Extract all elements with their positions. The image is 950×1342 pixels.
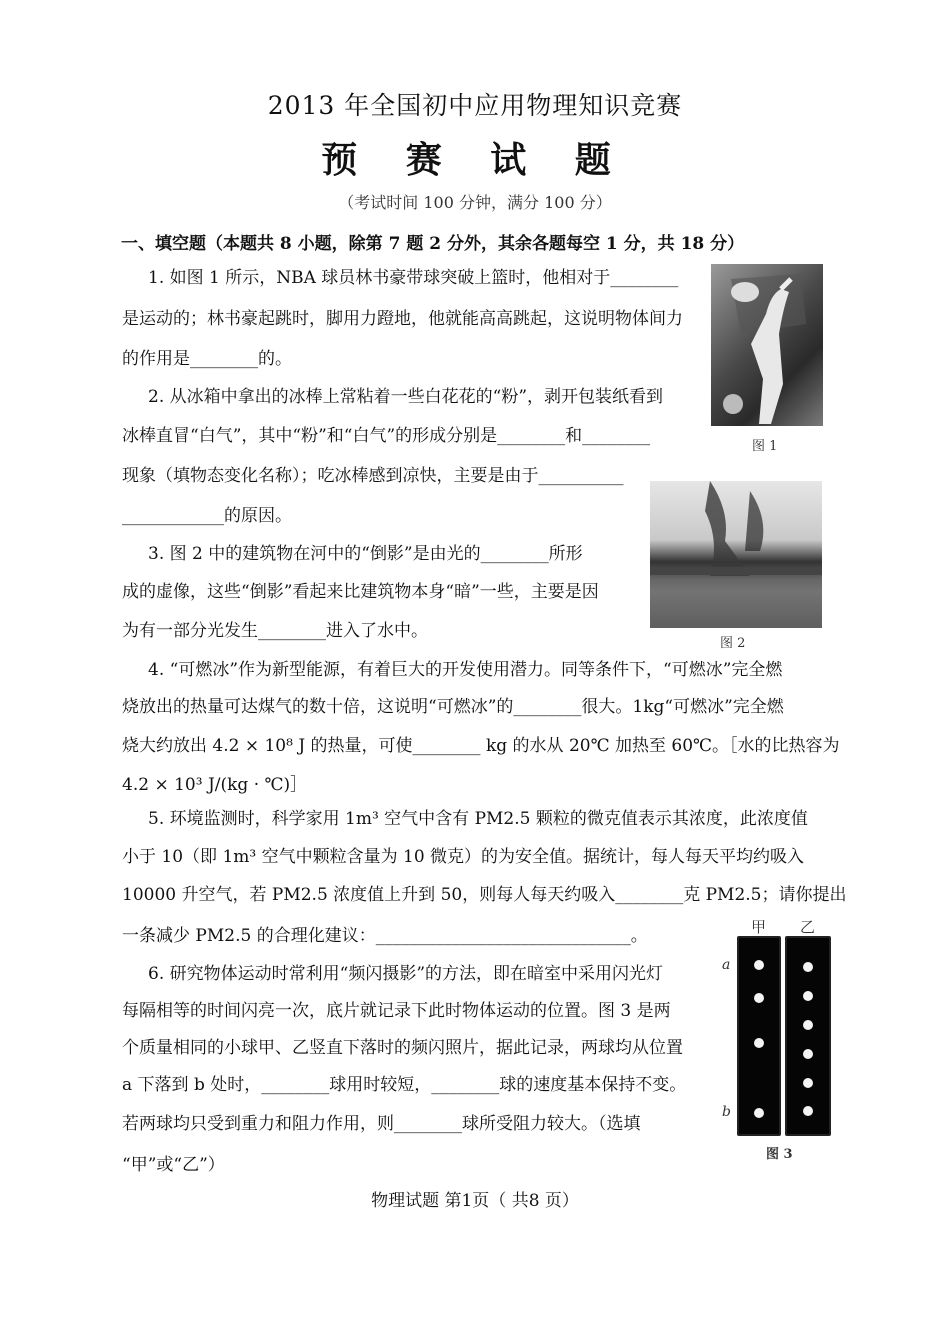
q1-line-2: 是运动的；林书豪起跳时，脚用力蹬地，他就能高高跳起，这说明物体间力 [122,309,683,329]
q5-line-3: 10000 升空气，若 PM2.5 浓度值上升到 50，则每人每天约吸入________克 PM2.5；请你提出 [122,885,847,905]
exam-note: （考试时间 100 分钟，满分 100 分） [338,193,612,212]
figure-1-caption: 图 1 [752,439,778,454]
figure-3-label-b: b [722,1104,731,1120]
figure-3-label-a: a [722,957,731,973]
building-reflection-figure [650,481,822,628]
q2-line-1: 2. 从冰箱中拿出的冰棒上常粘着一些白花花的“粉”，剥开包装纸看到 [148,387,664,407]
q3-line-3: 为有一部分光发生________进入了水中。 [122,621,428,641]
ball-yi-5 [803,1078,813,1088]
q2-line-2: 冰棒直冒“白气”，其中“粉”和“白气”的形成分别是________和________ [122,426,651,446]
ball-yi-6 [803,1106,813,1116]
ball-yi-1 [803,962,813,972]
q2-line-3: 现象（填物态变化名称）；吃冰棒感到凉快，主要是由于__________ [122,466,624,486]
exam-subtitle: 预 赛 试 题 [321,139,629,181]
q3-line-2: 成的虚像，这些“倒影”看起来比建筑物本身“暗”一些，主要是因 [122,582,599,602]
q5-line-4: 一条减少 PM2.5 的合理化建议：______________________________。 [122,926,648,946]
q4-line-2: 烧放出的热量可达煤气的数十倍，这说明“可燃冰”的________很大。1kg“可燃冰”完全燃 [122,697,784,717]
q6-line-1: 6. 研究物体运动时常利用“频闪摄影”的方法，即在暗室中采用闪光灯 [148,964,664,984]
figure-3-label-jia: 甲 [751,918,767,936]
q6-line-2: 每隔相等的时间闪亮一次，底片就记录下此时物体运动的位置。图 3 是两 [122,1001,671,1021]
figure-1-photo [711,264,823,426]
exam-title: 2013 年全国初中应用物理知识竞赛 [267,91,683,120]
q6-line-6: “甲”或“乙”） [122,1155,225,1175]
ball-jia-1 [754,960,764,970]
section-heading: 一、填空题（本题共 8 小题，除第 7 题 2 分外，其余各题每空 1 分，共 18 分） [121,234,745,254]
figure-3-caption: 图 3 [766,1147,793,1162]
figure-3-strip-yi [785,936,831,1136]
basketball-player-figure [711,264,823,426]
ball-jia-2 [754,993,764,1003]
figure-2-photo [650,481,822,628]
q6-line-3: 个质量相同的小球甲、乙竖直下落时的频闪照片，据此记录，两球均从位置 [122,1038,683,1058]
q5-line-2: 小于 10（即 1m³ 空气中颗粒含量为 10 微克）的为安全值。据统计，每人每天平均约吸入 [122,847,805,867]
figure-2-caption: 图 2 [720,636,746,651]
ball-yi-2 [803,991,813,1001]
q1-line-3: 的作用是________的。 [122,349,292,369]
figure-3-strip-jia [737,936,781,1136]
q4-line-1: 4. “可燃冰”作为新型能源，有着巨大的开发使用潜力。同等条件下，“可燃冰”完全燃 [148,660,783,680]
q6-line-4: a 下落到 b 处时，________球用时较短，________球的速度基本保持不变。 [122,1075,687,1095]
ball-yi-4 [803,1049,813,1059]
ball-jia-4 [754,1108,764,1118]
q4-line-3: 烧大约放出 4.2 × 10⁸ J 的热量，可使________ kg 的水从 20℃ 加热至 60℃。［水的比热容为 [122,736,840,756]
q3-line-1: 3. 图 2 中的建筑物在河中的“倒影”是由光的________所形 [148,544,583,564]
q5-line-1: 5. 环境监测时，科学家用 1m³ 空气中含有 PM2.5 颗粒的微克值表示其浓度，此浓度值 [148,809,808,829]
ball-jia-3 [754,1038,764,1048]
figure-3-label-yi: 乙 [800,918,816,936]
page-footer: 物理试题 第1页（ 共8 页） [371,1191,579,1211]
q2-line-4: ____________的原因。 [122,506,292,526]
q4-line-4: 4.2 × 10³ J/(kg · ℃)］ [122,775,308,795]
q6-line-5: 若两球均只受到重力和阻力作用，则________球所受阻力较大。（选填 [122,1114,641,1134]
q1-line-1: 1. 如图 1 所示，NBA 球员林书豪带球突破上篮时，他相对于________ [148,268,679,288]
ball-yi-3 [803,1020,813,1030]
